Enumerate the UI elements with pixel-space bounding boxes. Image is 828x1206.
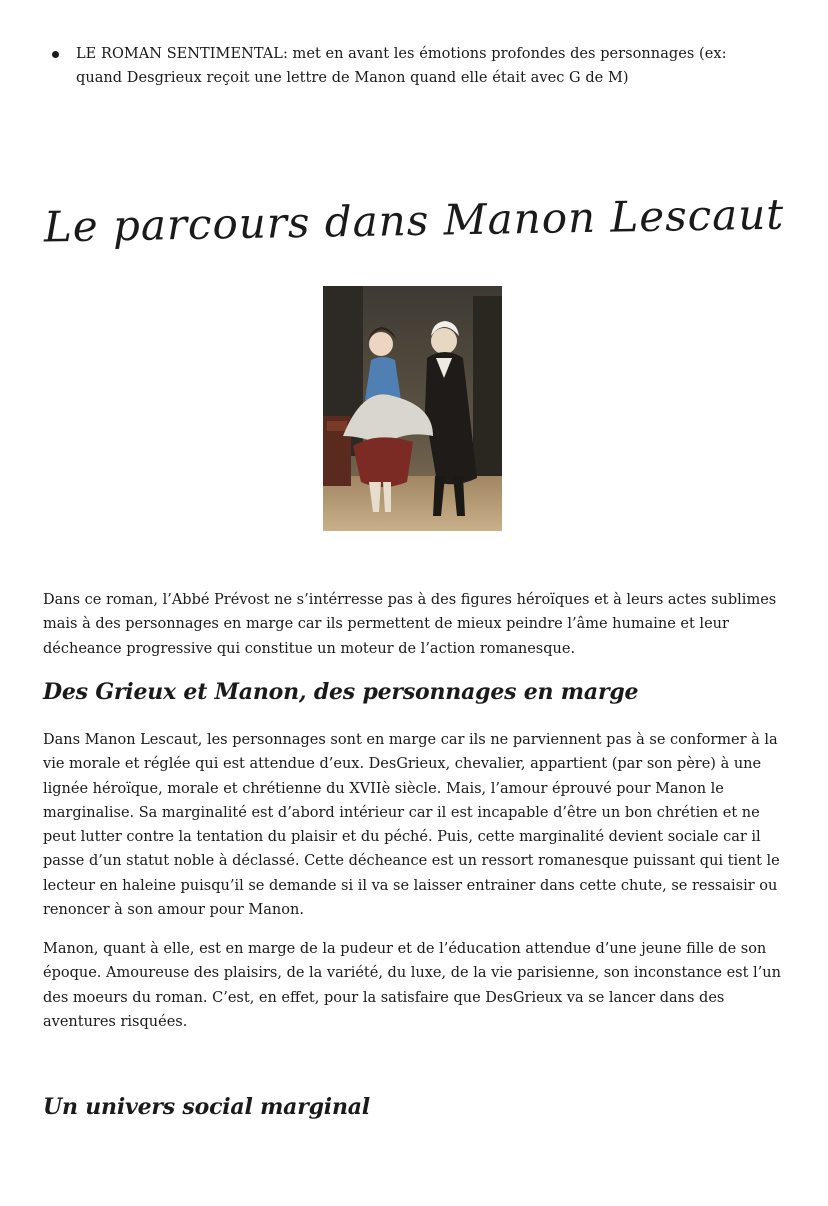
bullet-dot-icon bbox=[52, 51, 59, 58]
manon-painting-image bbox=[323, 286, 502, 531]
section-heading-univers-social: Un univers social marginal bbox=[43, 1094, 370, 1120]
section-heading-grieux-manon: Des Grieux et Manon, des personnages en marge bbox=[43, 679, 639, 705]
bullet-item bbox=[52, 42, 772, 90]
bullet-text: LE ROMAN SENTIMENTAL: met en avant les émotions profondes des personnages (ex: quand Desgrieux reçoit une lettre de Manon quand elle était avec G de M) bbox=[76, 46, 727, 86]
intro-paragraph: Dans ce roman, l’Abbé Prévost ne s’intérresse pas à des figures héroïques et à leurs actes sublimes mais à des personnages en marge car ils permettent de mieux peindre l’âme humaine et leur décheance progressive qui constitue un moteur de l’action romanesque. bbox=[43, 592, 777, 657]
paragraph-desgrieux: Dans Manon Lescaut, les personnages sont en marge car ils ne parviennent pas à se conformer à la vie morale et réglée qui est attendue d’eux. DesGrieux, chevalier, appartient (par son père) à une lignée héroïque, morale et chrétienne du XVIIè siècle. Mais, l’amour éprouvé pour Manon le marginalise. Sa marginalité est d’abord intérieur car il est incapable d’être un bon chrétien et ne peut lutter contre la tentation du plaisir et du péché. Puis, cette marginalité devient sociale car il passe d’un statut noble à déclassé. Cette décheance est un ressort romanesque puissant qui tient le lecteur en haleine puisqu’il se demande si il va se laisser entrainer dans cette chute, se ressaisir ou renoncer à son amour pour Manon. bbox=[43, 732, 780, 919]
paragraph-manon: Manon, quant à elle, est en marge de la pudeur et de l’éducation attendue d’une jeune fille de son époque. Amoureuse des plaisirs, de la variété, du luxe, de la vie parisienne, son inconstance est l’un des moeurs du roman. C’est, en effet, pour la satisfaire que DesGrieux va se lancer dans des aventures risquées. bbox=[43, 941, 781, 1030]
page-title: Le parcours dans Manon Lescaut bbox=[43, 189, 785, 252]
